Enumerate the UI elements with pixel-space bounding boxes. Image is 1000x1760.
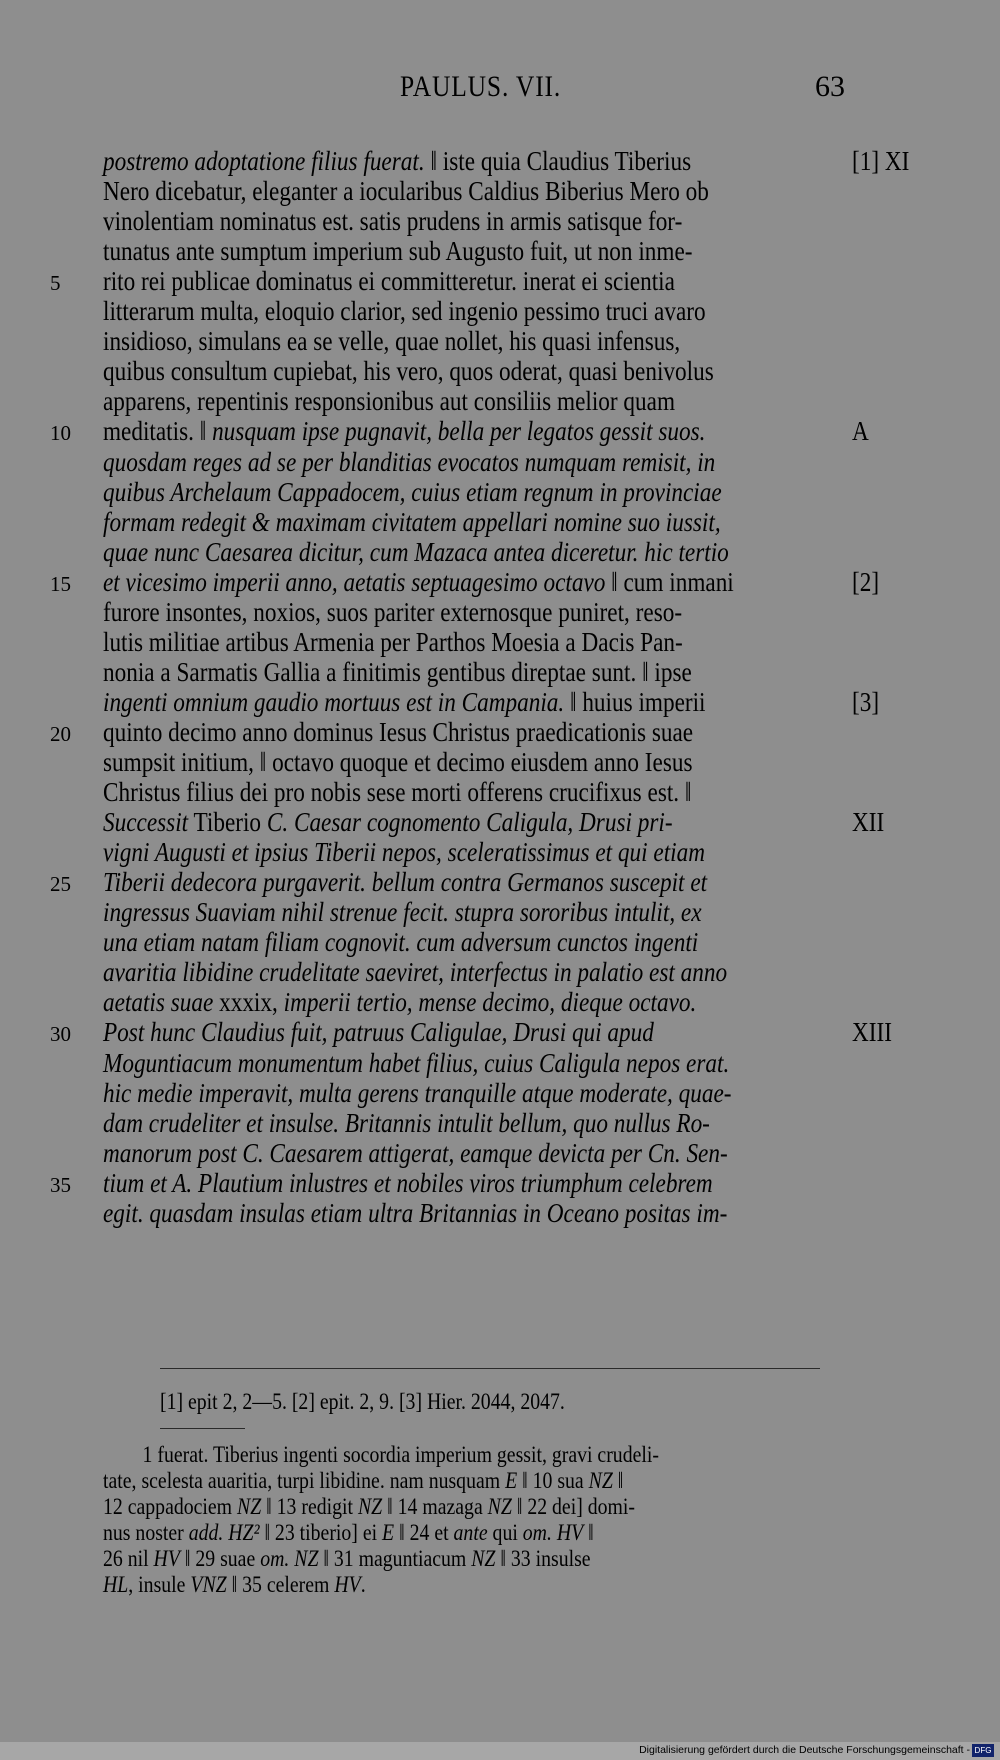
line-number: 25 [50, 872, 71, 897]
digitization-note: Digitalisierung gefördert durch die Deutsche Forschungsgemeinschaft - [639, 1744, 970, 1756]
text-line: Successit Tiberio C. Caesar cognomento Caligula, Drusi pri- [103, 807, 673, 838]
apparatus-line: nus noster add. HZ² ‖ 23 tiberio] ei E ‖ 24 et ante qui om. HV ‖ [103, 1520, 594, 1545]
text-line: et vicesimo imperii anno, aetatis septuagesimo octavo ‖ cum inmani [103, 566, 734, 597]
margin-note: [1] XI [852, 146, 910, 176]
margin-note: XII [852, 807, 885, 838]
text-line: dam crudeliter et insulse. Britannis intulit bellum, quo nullus Ro- [103, 1107, 710, 1138]
text-line: Tiberii dedecora purgaverit. bellum contra Germanos suscepit et [103, 867, 708, 898]
apparatus-line: tate, scelesta auaritia, turpi libidine. nam nusquam E ‖ 10 sua NZ ‖ [103, 1468, 624, 1493]
text-line: tium et A. Plautium inlustres et nobiles viros triumphum celebrem [103, 1167, 713, 1198]
source-references: [1] epit 2, 2—5. [2] epit. 2, 9. [3] Hier. 2044, 2047. [160, 1389, 565, 1414]
running-title: PAULUS. VII. [400, 70, 562, 103]
margin-note: [2] [852, 566, 880, 597]
dfg-logo: DFG [972, 1744, 994, 1757]
text-line: sumpsit initium, ‖ octavo quoque et decimo eiusdem anno Iesus [103, 747, 693, 777]
text-line: Nero dicebatur, eleganter a iocularibus Caldius Biberius Mero ob [103, 176, 709, 207]
text-line: litterarum multa, eloquio clarior, sed ingenio pessimo truci avaro [103, 296, 706, 327]
line-number: 30 [50, 1022, 71, 1047]
line-number: 10 [50, 421, 71, 446]
text-line: lutis militiae artibus Armenia per Parthos Moesia a Dacis Pan- [103, 626, 683, 657]
text-line: formam redegit & maximam civitatem appellari nomine suo iussit, [103, 506, 721, 537]
text-line: quibus consultum cupiebat, his vero, quos oderat, quasi benivolus [103, 356, 714, 387]
page-header [0, 70, 1000, 110]
page-number: 63 [815, 70, 845, 103]
text-line: Moguntiacum monumentum habet filius, cuius Caligula nepos erat. [103, 1047, 730, 1078]
text-line: hic medie imperavit, multa gerens tranquille atque moderate, quae- [103, 1077, 732, 1108]
apparatus-line: 1 fuerat. Tiberius ingenti socordia imperium gessit, gravi crudeli- [103, 1442, 659, 1467]
apparatus-line: HL, insule VNZ ‖ 35 celerem HV. [103, 1572, 366, 1597]
margin-note: [3] [852, 686, 880, 717]
footnote-divider [160, 1368, 820, 1369]
text-line: Post hunc Claudius fuit, patruus Caligulae, Drusi qui apud [103, 1017, 654, 1048]
line-number: 20 [50, 721, 71, 746]
text-line: vigni Augusti et ipsius Tiberii nepos, sceleratissimus et qui etiam [103, 837, 705, 868]
text-line: ingressus Suaviam nihil strenue fecit. stupra sororibus intulit, ex [103, 897, 702, 928]
text-line: meditatis. ‖ nusquam ipse pugnavit, bella per legatos gessit suos. [103, 416, 706, 447]
text-line: una etiam natam filiam cognovit. cum adversum cunctos ingenti [103, 927, 699, 958]
text-line: avaritia libidine crudelitate saeviret, interfectus in palatio est anno [103, 957, 728, 988]
line-number: 35 [50, 1172, 71, 1197]
text-line: egit. quasdam insulas etiam ultra Britannias in Oceano positas im- [103, 1197, 728, 1228]
text-line: apparens, repentinis responsionibus aut consiliis melior quam [103, 386, 676, 417]
line-number: 15 [50, 571, 71, 596]
text-line: manorum post C. Caesarem attigerat, eamque devicta per Cn. Sen- [103, 1137, 728, 1168]
margin-note: XIII [852, 1017, 892, 1048]
text-line: nonia a Sarmatis Gallia a finitimis gentibus direptae sunt. ‖ ipse [103, 656, 692, 687]
text-line: postremo adoptatione filius fuerat. ‖ iste quia Claudius Tiberius [103, 146, 692, 176]
text-line: furore insontes, noxios, suos pariter externosque puniret, reso- [103, 596, 683, 627]
text-line: ingenti omnium gaudio mortuus est in Campania. ‖ huius imperii [103, 686, 706, 717]
text-line: quae nunc Caesarea dicitur, cum Mazaca antea diceretur. hic tertio [103, 536, 729, 567]
text-line: tunatus ante sumptum imperium sub Augusto fuit, ut non inme- [103, 236, 693, 267]
line-number: 5 [50, 271, 61, 296]
text-line: insidioso, simulans ea se velle, quae nollet, his quasi infensus, [103, 326, 681, 357]
text-line: quinto decimo anno dominus Iesus Christus praedicationis suae [103, 716, 694, 747]
text-line: quibus Archelaum Cappadocem, cuius etiam regnum in provinciae [103, 476, 722, 507]
apparatus-line: 12 cappadociem NZ ‖ 13 redigit NZ ‖ 14 mazaga NZ ‖ 22 dei] domi- [103, 1494, 635, 1519]
text-line: rito rei publicae dominatus ei committeretur. inerat ei scientia [103, 266, 675, 297]
apparatus-divider [160, 1428, 245, 1429]
apparatus-line: 26 nil HV ‖ 29 suae om. NZ ‖ 31 maguntiacum NZ ‖ 33 insulse [103, 1546, 591, 1571]
text-line: Christus filius dei pro nobis sese morti offerens crucifixus est. ‖ [103, 777, 692, 808]
text-line: quosdam reges ad se per blanditias evocatos numquam remisit, in [103, 446, 716, 477]
text-line: vinolentiam nominatus est. satis prudens in armis satisque for- [103, 206, 683, 237]
text-line: aetatis suae xxxix, imperii tertio, mense decimo, dieque octavo. [103, 987, 697, 1018]
margin-note: A [852, 416, 869, 447]
